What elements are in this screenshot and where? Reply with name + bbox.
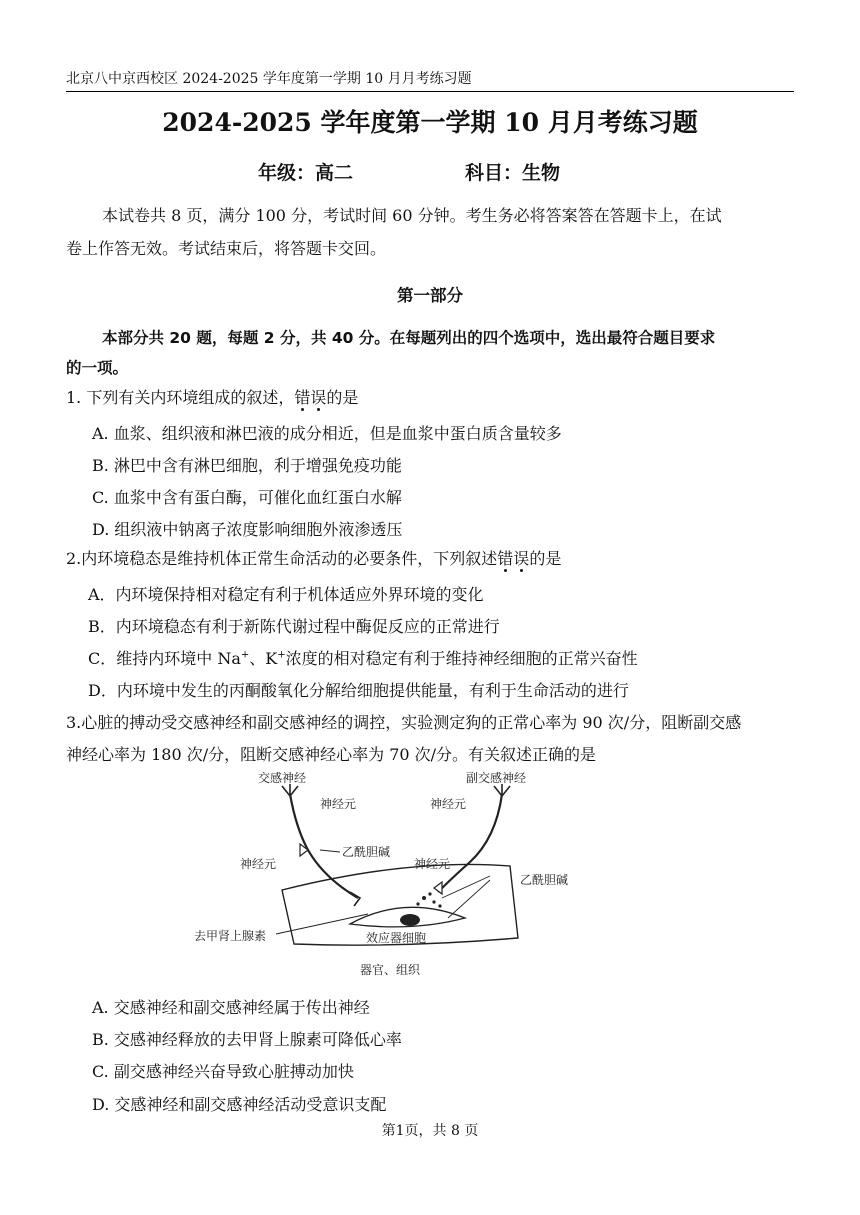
label-neuron-left-bottom: 神经元 — [240, 857, 277, 871]
question-1-option-c: C. 血浆中含有蛋白酶，可催化血红蛋白水解 — [92, 488, 402, 507]
part-instructions-line-2: 的一项。 — [66, 359, 129, 377]
intro-line-2: 卷上作答无效。考试结束后，将答题卡交回。 — [66, 239, 387, 258]
autonomic-nerve-diagram — [190, 768, 620, 988]
label-neuron-right-top: 神经元 — [430, 797, 467, 811]
label-organ-tissue: 器官、组织 — [360, 963, 421, 977]
subject-label: 科目：生物 — [465, 162, 561, 184]
grade-label: 年级：高二 — [258, 162, 354, 184]
label-acetylcholine-right: 乙酰胆碱 — [520, 873, 569, 887]
header-divider — [66, 91, 794, 92]
label-neuron-right-bottom: 神经元 — [414, 857, 451, 871]
question-1-option-d: D. 组织液中钠离子浓度影响细胞外液渗透压 — [92, 520, 403, 539]
question-1-stem: 1. 下列有关内环境组成的叙述，错误的是 — [66, 388, 359, 407]
label-effector-cell: 效应器细胞 — [366, 931, 427, 945]
question-3-option-a: A. 交感神经和副交感神经属于传出神经 — [92, 998, 370, 1017]
part-heading: 第一部分 — [397, 286, 463, 305]
question-2-stem: 2.内环境稳态是维持机体正常生命活动的必要条件，下列叙述错误的是 — [66, 549, 562, 568]
question-2-option-b: B．内环境稳态有利于新陈代谢过程中酶促反应的正常进行 — [88, 617, 500, 636]
question-3-option-c: C. 副交感神经兴奋导致心脏搏动加快 — [92, 1062, 354, 1081]
page-footer: 第1页，共 8 页 — [381, 1123, 479, 1139]
label-neuron-left-top: 神经元 — [320, 797, 357, 811]
part-instructions-line-1: 本部分共 20 题，每题 2 分，共 40 分。在每题列出的四个选项中，选出最符合题目要求 — [102, 329, 716, 347]
question-3-option-b: B. 交感神经释放的去甲肾上腺素可降低心率 — [92, 1030, 402, 1049]
emphasis-dot-char: 错 — [497, 549, 514, 568]
question-1-option-b: B. 淋巴中含有淋巴细胞，利于增强免疫功能 — [92, 456, 402, 475]
question-3-stem-line-1: 3.心脏的搏动受交感神经和副交感神经的调控，实验测定狗的正常心率为 90 次/分，阻断副交感 — [66, 713, 742, 732]
intro-line-1: 本试卷共 8 页，满分 100 分，考试时间 60 分钟。考生务必将答案答在答题卡上，在试 — [102, 206, 722, 225]
question-3-stem-line-2: 神经心率为 180 次/分，阻断交感神经心率为 70 次/分。有关叙述正确的是 — [66, 745, 597, 764]
question-1-option-a: A. 血浆、组织液和淋巴液的成分相近，但是血浆中蛋白质含量较多 — [92, 424, 562, 443]
label-sympathetic: 交感神经 — [258, 771, 307, 785]
emphasis-dot-char: 误 — [310, 388, 327, 407]
label-acetylcholine-left: 乙酰胆碱 — [342, 845, 391, 859]
question-2-option-a: A．内环境保持相对稳定有利于机体适应外界环境的变化 — [88, 585, 484, 604]
label-parasympathetic: 副交感神经 — [466, 771, 527, 785]
question-2-option-c: C．维持内环境中 Na+、K+浓度的相对稳定有利于维持神经细胞的正常兴奋性 — [88, 649, 638, 668]
emphasis-dot-char: 错 — [294, 388, 311, 407]
emphasis-dot-char: 误 — [513, 549, 530, 568]
question-2-option-d: D．内环境中发生的丙酮酸氧化分解给细胞提供能量，有利于生命活动的进行 — [88, 681, 629, 700]
running-header: 北京八中京西校区 2024-2025 学年度第一学期 10 月月考练习题 — [66, 71, 472, 87]
label-norepinephrine: 去甲肾上腺素 — [194, 929, 267, 943]
question-3-option-d: D. 交感神经和副交感神经活动受意识支配 — [92, 1095, 387, 1114]
exam-title: 2024-2025 学年度第一学期 10 月月考练习题 — [162, 108, 698, 137]
